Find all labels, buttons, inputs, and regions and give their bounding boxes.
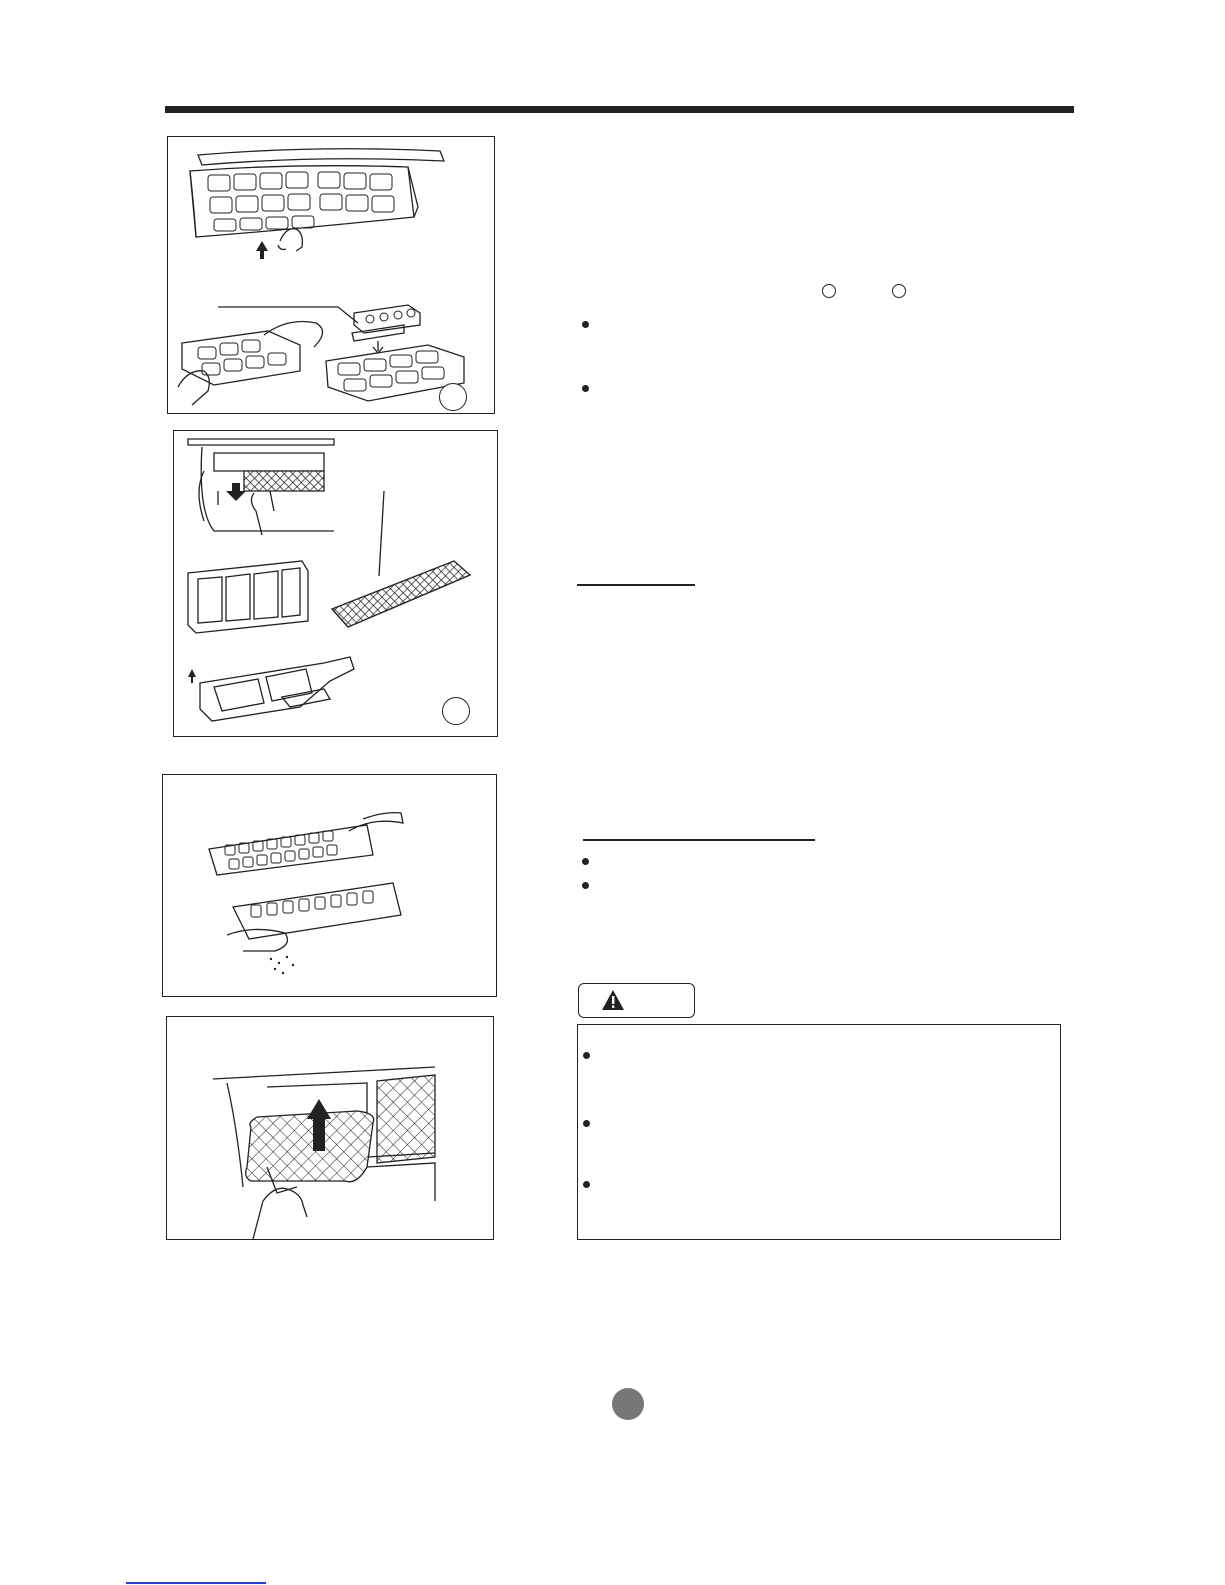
- figure-marker-circle: [442, 697, 470, 725]
- footer-link[interactable]: [126, 1582, 266, 1584]
- filter-reinstall-illustration: [167, 1017, 494, 1240]
- bullet-icon: [583, 1120, 590, 1127]
- figure-reference-circle: [822, 284, 836, 298]
- caution-box: [577, 1024, 1061, 1240]
- bullet-icon: [582, 385, 589, 392]
- bullet-icon: [583, 1052, 590, 1059]
- section-underline: [583, 839, 815, 841]
- bullet-icon: [583, 1181, 590, 1188]
- figure-marker-circle: [439, 383, 467, 411]
- caution-label: [578, 983, 695, 1018]
- purifying-filter-illustration: [174, 431, 498, 737]
- air-filter-removal-illustration: [168, 137, 495, 414]
- warning-triangle-icon: [579, 984, 696, 1019]
- figure-reference-circle: [892, 284, 906, 298]
- bullet-icon: [582, 321, 589, 328]
- page-number-badge: [612, 1388, 644, 1420]
- figure-remove-purifying-filter: [173, 430, 498, 737]
- figure-reinstall-filter: [166, 1016, 494, 1240]
- section-underline: [577, 584, 695, 586]
- filter-cleaning-illustration: [163, 775, 497, 997]
- figure-clean-filter: [162, 774, 497, 997]
- figure-remove-filter-and-frame: [167, 136, 495, 414]
- header-rule: [165, 106, 1074, 113]
- bullet-icon: [582, 882, 589, 889]
- bullet-icon: [582, 858, 589, 865]
